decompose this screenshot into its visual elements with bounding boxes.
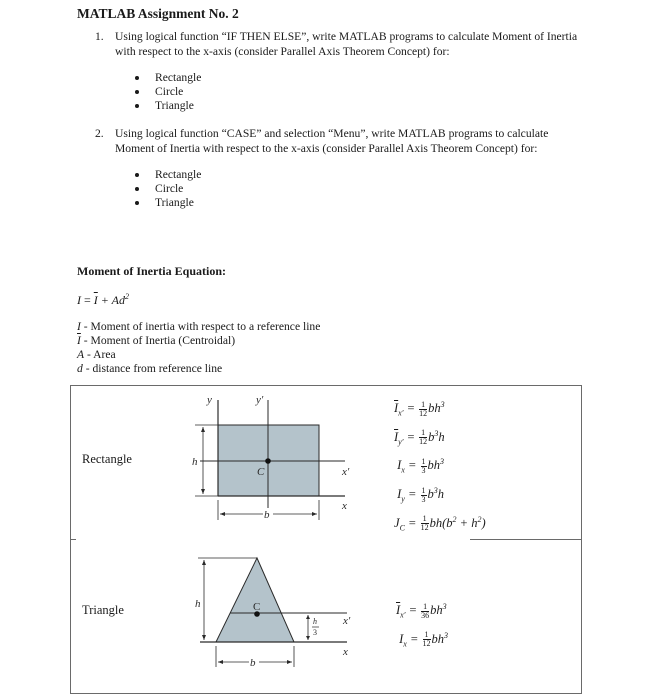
label-h3-den: 3 xyxy=(313,628,317,637)
label-x: x xyxy=(343,646,348,658)
label-c: C xyxy=(253,601,261,613)
def-symbol: I xyxy=(77,320,81,333)
label-y-prime: y′ xyxy=(256,394,264,406)
label-x-prime: x′ xyxy=(342,466,350,478)
def-symbol: A xyxy=(77,348,85,361)
label-h: h xyxy=(192,456,198,468)
formula-ixbar: $\overline{I}_{x'}$ = $\frac{1}{12}$ $bh^3$ xyxy=(394,399,445,418)
label-c: C xyxy=(257,466,265,478)
formula-jc: $J_C$ = $\frac{1}{12}$ $bh(b^2 + h^2)$ xyxy=(394,514,486,533)
def-text: - distance from reference line xyxy=(82,362,223,375)
equation-heading: Moment of Inertia Equation: xyxy=(77,264,226,278)
eq-equals: = xyxy=(81,293,94,307)
question-number: 2. xyxy=(95,127,104,140)
row-label-rectangle: Rectangle xyxy=(82,452,132,466)
rectangle-formulas xyxy=(394,395,486,538)
table-divider-right xyxy=(470,539,582,540)
question-1 xyxy=(95,29,595,61)
def-text: - Moment of inertia with respect to a reference line xyxy=(80,320,321,333)
row-label-triangle: Triangle xyxy=(82,603,124,617)
definition-item xyxy=(77,334,320,348)
def-text: - Moment of Inertia (Centroidal) xyxy=(80,334,236,347)
definition-item xyxy=(77,320,320,334)
triangle-formulas xyxy=(396,597,448,654)
list-item: Rectangle xyxy=(133,168,201,182)
list-item: Circle xyxy=(133,182,201,196)
formula-iybar: $\overline{I}_{y'}$ = $\frac{1}{12}$ $b^3h$ xyxy=(394,428,445,447)
list-item: Triangle xyxy=(133,99,201,113)
rectangle-diagram xyxy=(185,390,355,525)
question-2-list xyxy=(133,168,201,210)
eq-plus: + Ad xyxy=(97,293,125,307)
question-number: 1. xyxy=(95,30,104,43)
formula-ixbar: $\overline{I}_{x'}$ = $\frac{1}{36}$ $bh^3$ xyxy=(396,601,447,620)
list-item: Rectangle xyxy=(133,71,201,85)
def-symbol: d xyxy=(77,362,83,375)
formula-ix: $I_x$ = $\frac{1}{12}$ $bh^3$ xyxy=(396,630,449,649)
eq-exponent: 2 xyxy=(125,292,129,301)
label-h3-num: h xyxy=(313,617,317,626)
triangle-diagram xyxy=(185,552,355,677)
formula-ix: $I_x$ = $\frac{1}{3}$ $bh^3$ xyxy=(394,457,445,476)
moment-equation xyxy=(77,292,129,308)
label-x: x xyxy=(342,500,347,512)
document-title: MATLAB Assignment No. 2 xyxy=(77,6,239,21)
eq-ibar: $\overline{I}$ xyxy=(93,293,98,307)
question-text: Using logical function “CASE” and selection “Menu”, write MATLAB programs to calculate Moment of Inertia with respect to the x-axis (consider Parallel Axis Theorem Concept) for: xyxy=(115,127,549,155)
label-h: h xyxy=(195,598,201,610)
label-x-prime: x′ xyxy=(343,615,351,627)
label-b: b xyxy=(264,509,270,521)
list-item: Triangle xyxy=(133,196,201,210)
def-symbol: $\overline{I}$ xyxy=(77,334,81,347)
eq-lhs: I xyxy=(77,293,81,307)
question-2 xyxy=(95,126,595,158)
label-b: b xyxy=(250,657,256,669)
definition-item xyxy=(77,362,320,376)
definition-item xyxy=(77,348,320,362)
question-text: Using logical function “IF THEN ELSE”, write MATLAB programs to calculate Moment of Inertia with respect to the x-axis (consider Parallel Axis Theorem Concept) for: xyxy=(115,30,578,58)
question-1-list xyxy=(133,71,201,113)
definitions-list xyxy=(77,320,320,376)
list-item: Circle xyxy=(133,85,201,99)
formula-iy: $I_y$ = $\frac{1}{3}$ $b^3h$ xyxy=(394,485,445,504)
label-y: y xyxy=(207,394,212,406)
def-text: - Area xyxy=(84,348,116,361)
table-divider-left xyxy=(70,539,76,540)
